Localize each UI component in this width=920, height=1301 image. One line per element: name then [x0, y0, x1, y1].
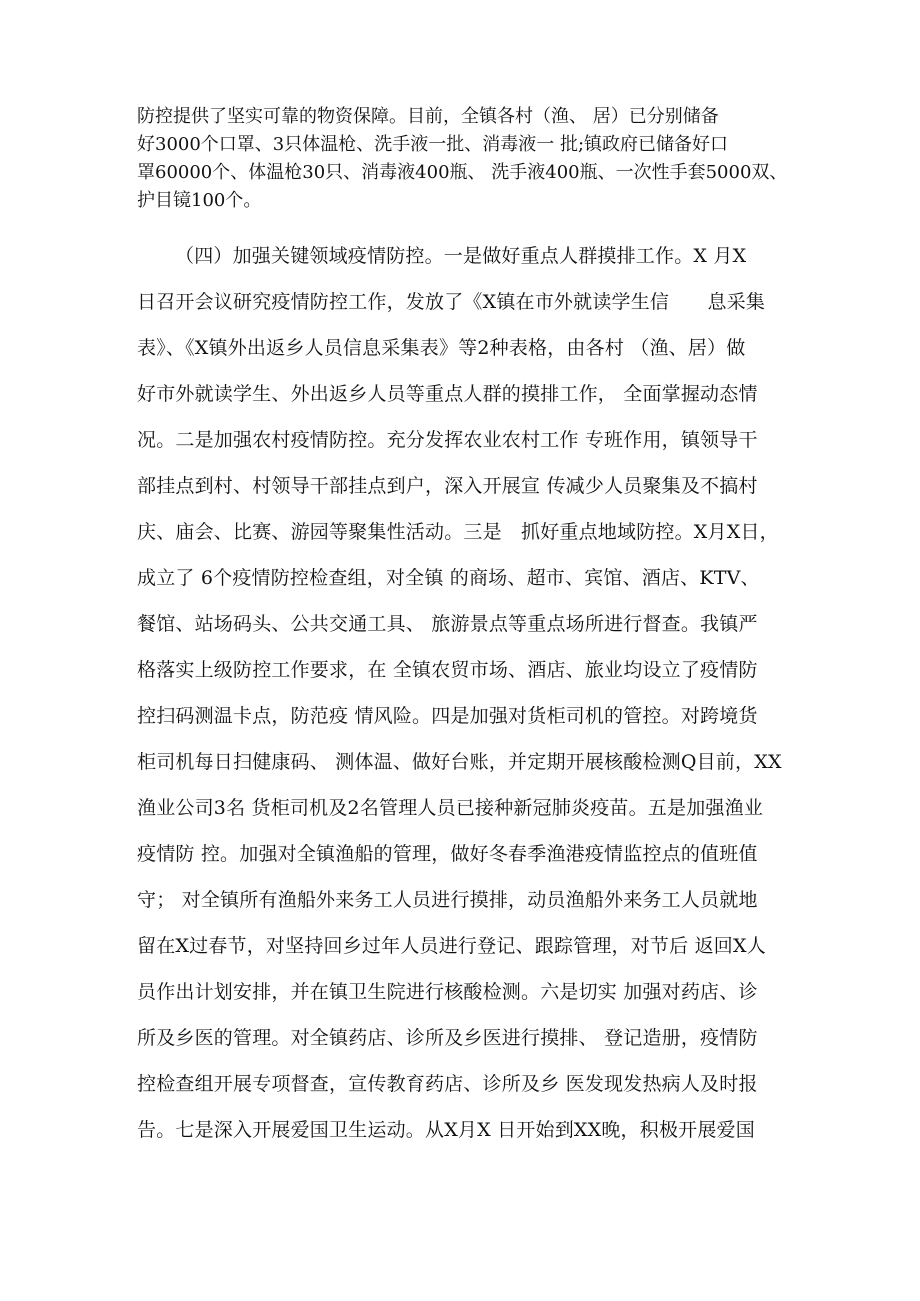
- text-line: 疫情防 控。加强对全镇渔船的管理，做好冬春季渔港疫情监控点的值班值: [137, 843, 758, 865]
- text-line: 餐馆、站场码头、公共交通工具、 旅游景点等重点场所进行督查。我镇严: [137, 613, 758, 635]
- text-line: 日召开会议研究疫情防控工作，发放了《X镇在市外就读学生信 息采集: [137, 291, 766, 313]
- text-line: 成立了 6个疫情防控检查组，对全镇 的商场、超市、宾馆、酒店、KTV、: [137, 567, 760, 589]
- text-line: 罩60000个、体温枪30只、消毒液400瓶、 洗手液400瓶、一次性手套5000双、: [137, 162, 788, 183]
- text-line: 所及乡医的管理。对全镇药店、诊所及乡医进行摸排、 登记造册，疫情防: [137, 1027, 758, 1049]
- text-line: （四）加强关键领域疫情防控。一是做好重点人群摸排工作。X 月X: [175, 245, 747, 267]
- text-line: 渔业公司3名 货柜司机及2名管理人员已接种新冠肺炎疫苗。五是加强渔业: [137, 797, 764, 819]
- text-line: 部挂点到村、村领导干部挂点到户，深入开展宣 传减少人员聚集及不搞村: [137, 475, 758, 497]
- text-line: 员作出计划安排，并在镇卫生院进行核酸检测。六是切实 加强对药店、诊: [137, 981, 758, 1003]
- text-line: 表》、《X镇外出返乡人员信息采集表》等2种表格，由各村 （渔、居）做: [137, 337, 746, 359]
- text-line: 控检查组开展专项督查，宣传教育药店、诊所及乡 医发现发热病人及时报: [137, 1073, 758, 1095]
- text-line: 好3000个口罩、3只体温枪、洗手液一批、消毒液一 批;镇政府已储备好口: [137, 134, 729, 155]
- text-line: 庆、庙会、比赛、游园等聚集性活动。三是 抓好重点地域防控。X月X日，: [137, 521, 779, 543]
- text-line: 留在X过春节，对坚持回乡过年人员进行登记、跟踪管理，对节后 返回X人: [137, 935, 766, 957]
- text-line: 柜司机每日扫健康码、 测体温、做好台账，并定期开展核酸检测Q目前，XX: [137, 751, 782, 773]
- text-line: 护目镜100个。: [137, 190, 262, 211]
- text-line: 格落实上级防控工作要求，在 全镇农贸市场、酒店、旅业均设立了疫情防: [137, 659, 758, 681]
- text-line: 好市外就读学生、外出返乡人员等重点人群的摸排工作， 全面掌握动态情: [137, 383, 758, 405]
- text-line: 守； 对全镇所有渔船外来务工人员进行摸排，动员渔船外来务工人员就地: [137, 889, 758, 911]
- text-line: 告。七是深入开展爱国卫生运动。从X月X 日开始到XX晚，积极开展爱国: [137, 1119, 755, 1141]
- text-line: 防控提供了坚实可靠的物资保障。目前，全镇各村（渔、 居）已分别储备: [137, 106, 719, 127]
- text-line: 况。二是加强农村疫情防控。充分发挥农业农村工作 专班作用，镇领导干: [137, 429, 758, 451]
- text-line: 控扫码测温卡点，防范疫 情风险。四是加强对货柜司机的管控。对跨境货: [137, 705, 758, 727]
